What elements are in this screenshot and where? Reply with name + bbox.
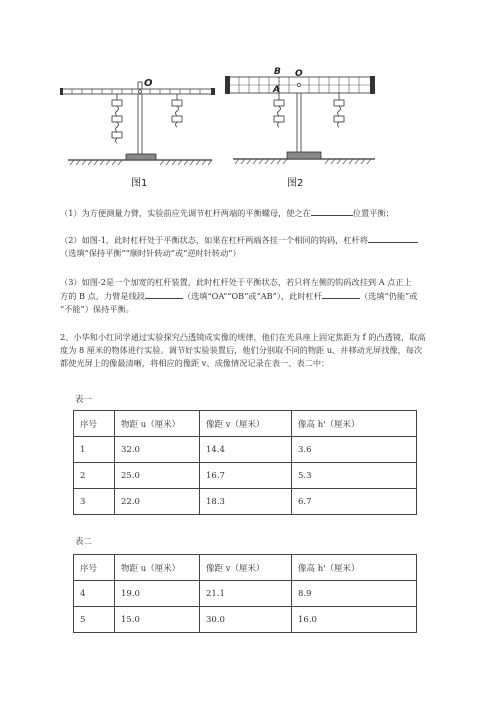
table-2 (73, 554, 417, 633)
pivot-label: O (144, 78, 153, 89)
pivot-label: O (295, 69, 303, 79)
question-lens-experiment: 2、小华和小红同学通过实验探究凸透镜成实像的规律，他们在光具座上固定焦距为 f 的凸透镜，取高 度为 8 厘米的物体进行实验。调节好实验装置后，他们分别取不同的物距 u、并移动光屏找像，每次 都使光屏上的像最清晰，将相应的像距 v、成像情况记录在表一、表二中： (60, 332, 426, 368)
question-3: （3）如图-2是一个加宽的杠杆装置，此时杠杆处于平衡状态，若只将左侧的钩码改挂到 A 点正上 方的 B 点，力臂是线段 （选填“OA”“OB”或“AB”），此时杠杆 （选填“仍能”或 “不能”）保持平衡。 (60, 277, 418, 314)
table-2-title: 表二 (75, 537, 93, 547)
table-row: 1 32.0 14.4 3.6 (74, 437, 417, 463)
table-1-title: 表一 (75, 395, 93, 405)
table-header-row: 序号 物距 u（厘米） 像距 v（厘米） 像高 h'（厘米） (74, 555, 417, 581)
table-1 (73, 410, 417, 515)
table-row: 3 22.0 18.3 6.7 (74, 489, 417, 515)
point-a-label: A (273, 85, 280, 95)
answer-blank (311, 206, 353, 216)
point-b-label: B (274, 67, 281, 77)
answer-blank (368, 233, 418, 243)
table-header-row: 序号 物距 u（厘米） 像距 v（厘米） 像高 h'（厘米） (74, 411, 417, 437)
figure-2-caption: 图2 (287, 178, 304, 189)
table-row: 5 15.0 30.0 16.0 (74, 607, 417, 633)
question-1: （1）为方便测量力臂，实验前应先调节杠杆两端的平衡螺母，使之在 位置平衡； (60, 208, 394, 218)
answer-blank (322, 289, 360, 299)
figure-1-lever (60, 72, 220, 184)
table-row: 2 25.0 16.7 5.3 (74, 463, 417, 489)
answer-blank (145, 289, 183, 299)
table-row: 4 19.0 21.1 8.9 (74, 581, 417, 607)
question-2: （2）如图-1，此时杠杆处于平衡状态，如果在杠杆两端各挂一个相同的钩码，杠杆将 （选填“保持平衡”“顺时针转动”或“逆时针转动”） (60, 233, 460, 260)
figure-2-lever (225, 64, 385, 182)
figure-1-caption: 图1 (131, 178, 148, 189)
